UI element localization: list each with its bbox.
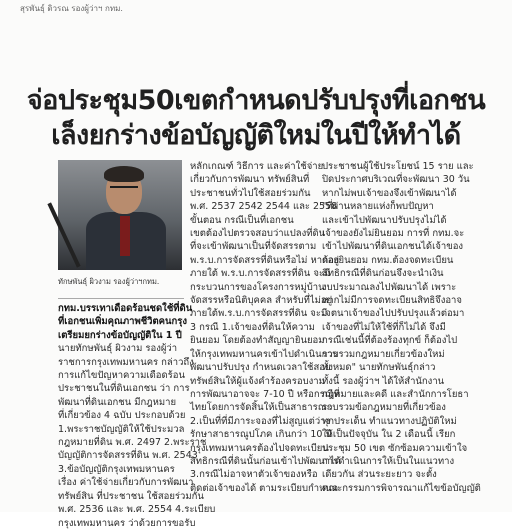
article-line: ต้องยินยอม กทม.ต้องจดทะเบียน: [322, 254, 454, 266]
article-line: เข้าไปพัฒนาที่ดินเอกชนได้เจ้าของ: [322, 241, 464, 253]
article-column-2: [190, 160, 341, 495]
headline-line-1: จ่อประชุม50เขตกำหนดปรับปรุงที่เอกชน: [26, 85, 486, 116]
article-line: เจตนาเจ้าของไปปรับปรุงแล้วต่อมา: [322, 308, 465, 320]
article-line: ประชาชนในที่ดินเอกชน ว่า การ: [58, 383, 190, 395]
article-line: ปิดประกาศบริเวณที่จะพัฒนา 30 วัน: [322, 174, 470, 186]
article-line: ที่จะเข้าพัฒนาเป็นที่จัดสรรตาม: [190, 241, 317, 253]
article-line: การแก้ไขปัญหาความเดือดร้อน: [58, 370, 185, 382]
article-line: ทั้งหมด" นายทักษพันธุ์กล่าว: [322, 362, 436, 374]
article-line: 3.กรณีไม่อาจหาตัวเจ้าของหรือ: [190, 469, 318, 481]
article-line: 3.ข้อบัญญัติกรุงเทพมหานคร: [58, 463, 175, 475]
article-line: กระบวนการของโครงการหมู่บ้าน: [190, 281, 325, 293]
article-line: ที่เกี่ยวข้อง 4 ฉบับ ประกอบด้วย: [58, 410, 186, 422]
article-line: ทรัพย์สินให้ผู้แจ้งคำร้องครอบงาม: [190, 375, 325, 387]
article-line: งบประมาณลงไปพัฒนาได้ เพราะ: [322, 281, 457, 293]
article-line: ภายใต้ พ.ร.บ.การจัดสรรที่ดิน จะมี: [190, 268, 331, 280]
article-line: ทรัพย์สิน ที่ประชาชน ใช้สอยร่วมกัน: [58, 490, 204, 502]
article-line: หากไม่พบเจ้าของจึงเข้าพัฒนาได้: [322, 187, 457, 199]
article-line: ยินยอม โดยต้องทำสัญญายินยอม: [190, 335, 325, 347]
article-line: ที่เอกชนเพิ่มคุณภาพชีวิตคนกรุง: [58, 316, 188, 328]
article-line: กรุงเทพมหานครต้องไปจดทะเบียน: [190, 442, 329, 454]
article-line: เกี่ยวกับการพัฒนา ทรัพย์สินที่: [190, 174, 310, 186]
headline-line-2: เล็งยกร่างข้อบัญญัติใหม่ในปีให้ทำได้: [51, 120, 461, 151]
article-line: ติดต่อเจ้าของได้ ตามระเบียบกำหนด: [190, 482, 339, 494]
article-line: พ.ศ. 2537 2542 2544 และ 2558: [190, 201, 338, 213]
divider: [58, 298, 184, 299]
article-line: คณะกรรมการพิจารณาแก้ไขข้อบัญญัติ: [322, 482, 481, 494]
article-column-3: [322, 160, 481, 495]
top-byline: สุรพันธุ์ ดิวรณ รองผู้ว่าฯ กทม.: [20, 4, 123, 13]
article-line: นายทักษพันธุ์ ผิวงาม รองผู้ว่า: [58, 343, 178, 355]
article-line: พัฒนาปรับปรุง กำหนดเวลาใช้สอย: [190, 362, 331, 374]
article-line: กทม.บรรเทาเดือดร้อนชดใช้ที่ดิน: [58, 303, 193, 314]
article-line: เรื่อง ค่าใช้จ่ายเกี่ยวกับการพัฒนา: [58, 477, 194, 489]
article-line: ไทยโดยการจัดสิ้นให้เป็นสาธารณะ: [190, 402, 332, 414]
article-line: ทุกประเด็น ทำแนวทางปฏิบัติใหม่: [322, 415, 457, 427]
article-line: เขตต้องไปตรวจสอบว่าแปลงที่ดิน: [190, 228, 326, 240]
article-line: สิทธิกรณีที่ดินนั้นก่อนเข้าไปพัฒนาได้: [190, 455, 341, 467]
article-line: พัฒนาที่ดินเอกชน มีกฎหมาย: [58, 396, 177, 408]
article-line: ภายใต้พ.ร.บ.การจัดสรรที่ดิน จะมี: [190, 308, 328, 320]
article-line: ให้เป็นปัจจุบัน ใน 2 เดือนนี้ เรียก: [322, 429, 456, 441]
article-line: "ที่ผ่านหลายแห่งก็พบปัญหา: [322, 201, 434, 213]
article-line: เจ้าของที่ไม่ให้ใช้ที่ก็ไม่ได้ จึงมี: [322, 321, 446, 333]
article-line: รักษาสาธารณูปโภค เกินกว่า 10 ปี: [190, 429, 332, 441]
article-line: รวบรวมข้อกฎหมายที่เกี่ยวข้อง: [322, 402, 446, 414]
article-line: การพัฒนาอาจจะ 7-10 ปี หรือกรณีที่: [190, 388, 340, 400]
article-line: กฎหมายและคดี และสำนักการโยธา: [322, 388, 469, 400]
article-line: 2.เป็นที่ที่มีภาระจองที่ไม่สูญแต่ว่าง: [190, 415, 331, 427]
article-line: ให้กรุงเทพมหานครเข้าไปดำเนินการ: [190, 348, 338, 360]
article-line: การดำเนินการให้เป็นในแนวทาง: [322, 455, 455, 467]
photo-caption: ทักษพันธุ์ ผิวงาม รองผู้ว่าฯกทม.: [58, 277, 160, 286]
article-line: หลักเกณฑ์ วิธีการ และค่าใช้จ่าย: [190, 161, 324, 172]
article-line: และเข้าไปพัฒนาปรับปรุงไม่ได้: [322, 214, 447, 226]
article-line: รวบรวมกฎหมายเกี่ยวข้องใหม่: [322, 348, 445, 360]
article-line: 3 กรณี 1.เจ้าของที่ดินให้ความ: [190, 321, 315, 333]
article-line: สิทธิกรณีที่ดินก่อนจึงจะนำเงิน: [322, 268, 444, 280]
article-line: 1.พระราชบัญญัติให้ใช้ประมวล: [58, 423, 185, 435]
article-line: กรณีเช่นนี้ที่ต้องร้องทุกข์ ก็ต้องไป: [322, 335, 458, 347]
article-line: บัญญัติการจัดสรรที่ดิน พ.ศ. 2543: [58, 450, 198, 462]
article-line: ประชุม 50 เขต ซักซ้อมความเข้าใจ: [322, 442, 468, 454]
article-line: เดียวกัน ส่วนระยะยาว จะตั้ง: [322, 469, 437, 481]
article-line: กฎหมายที่ดิน พ.ศ. 2497 2.พระราช: [58, 437, 207, 449]
article-line: ประชาชนผู้ใช้ประโยชน์ 15 ราย และ: [322, 161, 474, 172]
article-line: เจ้าของยังไม่ยินยอม การที่ กทม.จะ: [322, 228, 465, 240]
article-line: กรุงเทพมหานคร ว่าด้วยการขอรับ: [58, 517, 196, 529]
article-line: จัดสรรหรือนิติบุคคล สำหรับที่ไม่อยู่: [190, 295, 333, 307]
article-line: ราชการกรุงเทพมหานคร กล่าวถึง: [58, 356, 194, 368]
official-photo: [58, 160, 182, 270]
article-line: ประชาชนทั่วไปใช้สอยร่วมกัน: [190, 187, 311, 199]
article-line: พ.ร.บ.การจัดสรรที่ดินหรือไม่ หากอยู่: [190, 254, 340, 266]
article-line: ขั้นตอน กรณีเป็นที่เอกชน: [190, 214, 294, 226]
article-line: ทั้งนี้ รองผู้ว่าฯ ได้ให้สำนักงาน: [322, 375, 445, 387]
article-line: พ.ศ. 2536 และ พ.ศ. 2554 4.ระเบียบ: [58, 504, 216, 516]
article-column-1: [58, 302, 216, 530]
article-line: เตรียมยกร่างข้อบัญญัติใน 1 ปี: [58, 329, 182, 341]
article-line: หากไม่มีการจดทะเบียนสิทธิจึงอาจ: [322, 295, 462, 307]
